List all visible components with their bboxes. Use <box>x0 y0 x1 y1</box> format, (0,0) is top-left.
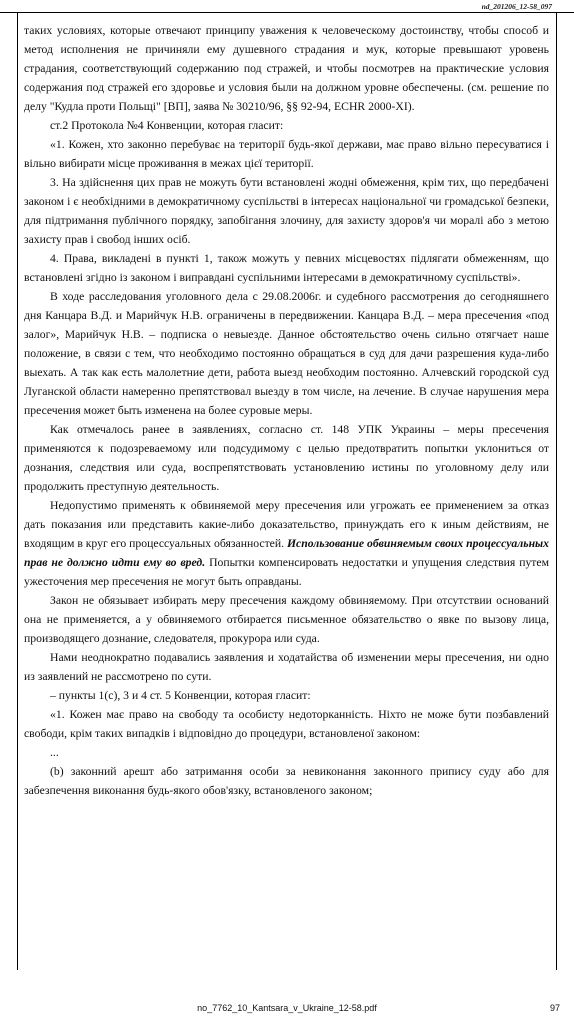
emphasis-text: Использование обвиняемым своих процессуальных прав не должно идти ему во вред. <box>24 537 550 569</box>
paragraph-applications: Нами неоднократно подавались заявления и ходатайства об изменении меры пресечения, ни одно из заявлений не рассмотрено по сути. <box>24 651 549 683</box>
paragraph-ellipsis: ... <box>50 746 59 759</box>
document-id: nd_201206_12-58_097 <box>481 2 552 11</box>
paragraph-article5-clause-b: (b) законний арешт або затримання особи за невиконання законного припису суду або для забезпечення виконання будь-якого обов'язку, встановленого законом; <box>24 765 549 797</box>
paragraph-protocol-ref: ст.2 Протокола №4 Конвенции, которая гласит: <box>50 119 284 132</box>
paragraph-article-clause-1: «1. Кожен, хто законно перебуває на території будь-якої держави, має право вільно пересуватися і вільно вибирати місце проживання в межах цієї території. <box>24 138 549 170</box>
left-margin-line <box>17 12 18 970</box>
paragraph-article5-ref: – пункты 1(с), 3 и 4 ст. 5 Конвенции, которая гласит: <box>50 689 311 702</box>
paragraph-article5-clause-1: «1. Кожен має право на свободу та особисту недоторканність. Ніхто не може бути позбавлений свободи, крім таких випадків і відповідно до процедури, встановленої законом: <box>24 708 549 740</box>
paragraph-law-obligation: Закон не обязывает избирать меру пресечения каждому обвиняемому. При отсутствии оснований она не применяется, а у обвиняемого отбирается письменное обязательство о явке по вызову лица, производящего дознание, следователя, прокурора или суда. <box>24 594 549 645</box>
paragraph-article-clause-3: 3. На здійснення цих прав не можуть бути встановлені жодні обмеження, крім тих, що передбачені законом і є необхідними в демократичному суспільстві в інтересах національної чи громадської безпеки, для підтримання публічного порядку, запобігання злочину, для захисту здоров'я чи моралі або з метою захисту прав і свобод інших осіб. <box>24 176 549 246</box>
paragraph-article-clause-4: 4. Права, викладені в пункті 1, також можуть у певних місцевостях підлягати обмеженням, що встановлені згідно із законом і виправдані суспільними інтересами в демократичному суспільстві». <box>24 252 549 284</box>
page-number: 97 <box>549 1003 560 1013</box>
top-rule <box>0 12 574 13</box>
unlawful-text-after: Попытки компенсировать недостатки и упущения следствия путем ужесточения мер пресечения не могут быть оправданы. <box>24 556 550 588</box>
footer-filename: no_7762_10_Kantsara_v_Ukraine_12-58.pdf <box>197 1003 377 1013</box>
unlawful-text-before: Недопустимо применять к обвиняемой меру пресечения или угрожать ее применением за отказ дать показания или представить какие-либо доказательство, принуждать его к иным действиям, не входящим в круг его процессуальных обязанностей. <box>24 499 549 550</box>
right-margin-line <box>556 12 557 970</box>
page-body <box>24 21 549 800</box>
paragraph-conditions: таких условиях, которые отвечают принципу уважения к человеческому достоинству, чтобы способ и метод исполнения не причиняли ему душевного страдания и мук, которые превышают уровень страдания, соответствующий содержанию под стражей, и чтобы посмотрев на практические условия содержания под стражей его здоровье и условия были на должном уровне обеспечены. (см. решение по делу "Кудла проти Польщі" [ВП], заява № 30210/96, §§ 92-94, ECHR 2000-XI). <box>24 24 549 113</box>
paragraph-unlawful-measures <box>24 496 549 591</box>
paragraph-investigation: В ходе расследования уголовного дела с 29.08.2006г. и судебного рассмотрения до сегодняшнего дня Канцара В.Д. и Марийчук Н.В. ограничены в передвижении. Канцара В.Д. – мера пресечения «под залог», Марийчук Н.В. – подписка о невыезде. Данное обстоятельство очень сильно отягчает наше положение, в связи с тем, что необходимо постоянно обращаться в суд для дачи разрешения куда-либо выехать. А так как есть малолетние дети, работа выезд необходим постоянно. Алчевский городской суд Луганской области намеренно препятствовал выезду в том числе, на лечение. В случае нарушения мера пресечения может быть изменена на более суровые меры. <box>24 290 549 417</box>
paragraph-code-reference: Как отмечалось ранее в заявлениях, согласно ст. 148 УПК Украины – меры пресечения применяются к подозреваемому или подсудимому с целью предотвратить попытки уклониться от дознания, следствия или суда, воспрепятствовать установлению истины по уголовному делу или продолжить преступную деятельность. <box>24 423 549 493</box>
